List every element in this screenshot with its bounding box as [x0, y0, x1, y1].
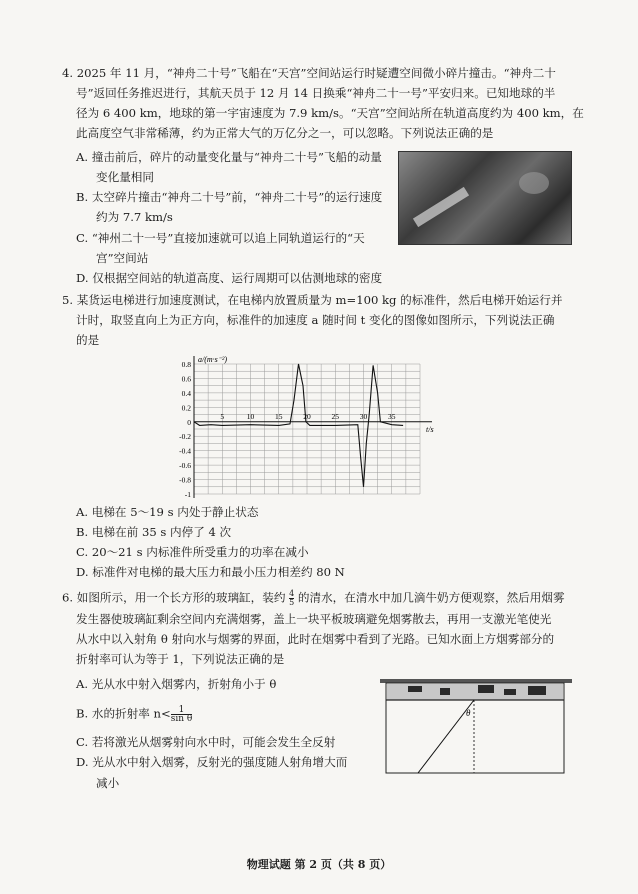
- fraction-denominator: 5: [289, 598, 295, 607]
- x-axis-label: t/s: [426, 424, 434, 434]
- q5-option-d: D. 标准件对电梯的最大压力和最小压力相差约 80 N: [76, 565, 345, 579]
- q4-option-c: C. “神州二十一号”直接加速就可以追上同轨道运行的“天: [76, 231, 365, 245]
- y-tick-label: -0.2: [179, 432, 191, 442]
- q6-stem-line-1: [62, 590, 565, 607]
- q5-option-c: C. 20～21 s 内标准件所受重力的功率在减小: [76, 545, 309, 559]
- y-tick-label: 0: [187, 417, 191, 427]
- acceleration-time-chart: [172, 352, 462, 502]
- q4-option-a: A. 撞击前后，碎片的动量变化量与“神舟二十号”飞船的动量: [76, 150, 382, 164]
- q4-option-a-cont: 变化量相同: [96, 170, 154, 184]
- page-footer: 物理试题 第 2 页（共 8 页）: [246, 858, 392, 871]
- q4-stem-line-1: 4. 2025 年 11 月，“神舟二十号”飞船在“天宫”空间站运行时疑遭空间微小碎片撞击。“神舟二十: [62, 66, 556, 80]
- x-tick-label: 15: [275, 411, 283, 421]
- y-tick-label: -1: [184, 490, 191, 499]
- glass-tank-diagram: [378, 678, 574, 776]
- q6-option-d-cont: 减小: [96, 776, 120, 790]
- theta-label: θ: [466, 708, 471, 718]
- y-tick-label: -0.4: [179, 446, 191, 456]
- q6-option-b-text: B. 水的折射率 n<: [76, 706, 171, 721]
- q6-option-d: D. 光从水中射入烟雾，反射光的强度随人射角增大而: [76, 755, 348, 769]
- q4-stem-line-2: 号”返回任务推迟进行，其航天员于 12 月 14 日换乘“神舟二十一号”平安归来。已知地球的半: [76, 86, 556, 100]
- acceleration-series-line: [194, 364, 403, 487]
- q4-stem-line-4: 此高度空气非常稀薄，约为正常大气的万亿分之一，可以忽略。下列说法正确的是: [76, 126, 494, 140]
- q6-option-b: [76, 706, 192, 723]
- x-tick-label: 10: [246, 411, 255, 421]
- y-tick-label: 0.6: [181, 374, 191, 384]
- y-tick-label: -0.6: [179, 461, 191, 471]
- x-tick-label: 20: [303, 411, 311, 421]
- fraction-numerator: 4: [289, 589, 295, 598]
- x-tick-label: 25: [331, 411, 339, 421]
- q5-stem-line-3: 的是: [76, 333, 100, 347]
- q4-option-c-cont: 宫”空间站: [96, 251, 149, 265]
- q6-stem-line-4: 折射率可认为等于 1，下列说法正确的是: [76, 652, 285, 666]
- fraction-one-over-sin: [171, 706, 193, 723]
- q5-option-b: B. 电梯在前 35 s 内停了 4 次: [76, 525, 232, 539]
- x-tick-label: 35: [388, 411, 396, 421]
- q5-option-a: A. 电梯在 5～19 s 内处于静止状态: [76, 505, 259, 519]
- q4-option-b-cont: 约为 7.7 km/s: [96, 210, 173, 224]
- fraction-denominator: sin θ: [170, 714, 193, 724]
- q4-option-b: B. 太空碎片撞击“神舟二十号”前，“神舟二十号”的运行速度: [76, 190, 383, 204]
- q6-option-a: A. 光从水中射入烟雾内，折射角小于 θ: [76, 677, 277, 691]
- q6-stem-post: 的清水，在清水中加几滴牛奶方便观察，然后用烟雾: [294, 590, 565, 605]
- x-tick-label: 5: [220, 411, 225, 421]
- q5-stem-line-1: 5. 某货运电梯进行加速度测试，在电梯内放置质量为 m=100 kg 的标准件，然后电梯开始运行并: [62, 293, 563, 307]
- fraction-numerator: 1: [171, 706, 193, 715]
- q6-stem-pre: 6. 如图所示，用一个长方形的玻璃缸，装约: [62, 590, 290, 605]
- y-tick-label: 0.8: [181, 360, 191, 369]
- y-tick-label: -0.8: [179, 475, 191, 485]
- y-axis-label: a/(m·s⁻²): [198, 355, 228, 364]
- q6-option-c: C. 若将激光从烟雾射向水中时，可能会发生全反射: [76, 735, 336, 749]
- q4-option-d: D. 仅根据空间站的轨道高度、运行周期可以估测地球的密度: [76, 271, 383, 285]
- glass-lid: [380, 679, 572, 683]
- q5-stem-line-2: 计时，取竖直向上为正方向，标准件的加速度 a 随时间 t 变化的图像如图所示，下列说法正确: [76, 313, 555, 327]
- q4-stem-line-3: 径为 6 400 km，地球的第一宇宙速度为 7.9 km/s。“天宫”空间站所在轨道高度约为 400 km，在: [76, 106, 584, 120]
- x-tick-label: 30: [359, 411, 368, 421]
- y-tick-label: 0.4: [181, 388, 191, 398]
- spacecraft-photo: [398, 151, 572, 245]
- q6-stem-line-3: 从水中以入射角 θ 射向水与烟雾的界面，此时在烟雾中看到了光路。已知水面上方烟雾部分的: [76, 632, 555, 646]
- y-tick-label: 0.2: [181, 403, 191, 413]
- q6-stem-line-2: 发生器使玻璃缸剩余空间内充满烟雾，盖上一块平板玻璃避免烟雾散去，再用一支激光笔使光: [76, 612, 552, 626]
